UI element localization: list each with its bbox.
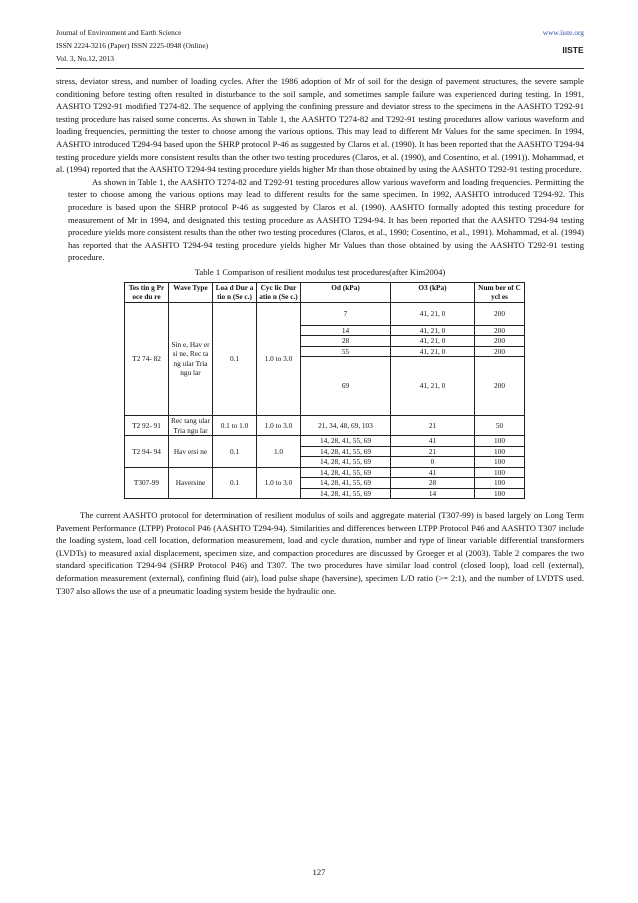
cell-o3: 41, 21, 0 [391, 325, 475, 336]
cell-o3: 21 [391, 446, 475, 457]
cell-cycles: 50 [475, 416, 525, 436]
paragraph-2-text: As shown in Table 1, the AASHTO T274-82 and T292-91 testing procedures allow various waveform and loading frequencies. Permitting the tester to choose among the various options may lead to different results for the same specimen. In 1992, AASHTO introduced T294-92. This procedure is based upon the SHRP protocol P-46 as suggested by Claros et al. (1990). AASHTO formally adopted this testing procedure for measurement of Mr in 1994, and designated this testing procedure as AASHTO T294-94. It has been reported that the AASHTO T294-94 testing procedure yields more consistent results than the other two testing procedures (Claros, et al., 1990; Cosentino, et al., 1991). Mohammad, et al. (1994) has reported that the AASHTO T294-94 testing procedure yields higher Mr Values than those obtained by using the AASHTO T292-91 testing procedure. [68, 176, 584, 263]
cell-load-duration: 0.1 [213, 436, 257, 468]
cell-procedure: T307-99 [125, 467, 169, 499]
cell-cycles: 200 [475, 357, 525, 416]
cell-od: 14, 28, 41, 55, 69 [301, 478, 391, 489]
cell-od: 14, 28, 41, 55, 69 [301, 457, 391, 468]
cell-cycles: 100 [475, 436, 525, 447]
header-testing-procedure: Tes tin g Pr oce du re [125, 282, 169, 302]
cell-procedure: T2 92- 91 [125, 416, 169, 436]
table-row [125, 302, 525, 325]
cell-o3: 41 [391, 436, 475, 447]
cell-cycles: 100 [475, 488, 525, 499]
header-deviator-stress: Od (kPa) [301, 282, 391, 302]
cell-procedure: T2 74- 82 [125, 302, 169, 416]
cell-cyclic-duration: 1.0 to 3.0 [257, 416, 301, 436]
cell-load-duration: 0.1 [213, 467, 257, 499]
header-confining-pressure: O3 (kPa) [391, 282, 475, 302]
cell-cyclic-duration: 1.0 [257, 436, 301, 468]
resilient-modulus-table [124, 282, 525, 500]
cell-cycles: 100 [475, 446, 525, 457]
cell-od: 14 [301, 325, 391, 336]
cell-o3: 14 [391, 488, 475, 499]
page-header [56, 26, 584, 65]
paragraph-3: The current AASHTO protocol for determination of resilient modulus of soils and aggregate material (T307-99) is based largely on Long Term Pavement Performance (LTPP) Protocol P46 (AASHTO T294-94). Similarities and differences between LTPP Protocol P46 and AASHTO T307 include the loading system, load cell location, deformation measurement, load and cycle duration, number and type of linear variable differential transformers (LVDTs) to measured axial displacement, specimen size, and compaction procedures are discussed by Groeger et al (2003). Table 2 compares the two standard specification T294-94 (SHRP Protocol P46) and T307. The two procedures have similar load control (closed loop), load cell (external), deformation measurement (external), confining fluid (air), load pulse shape (haversine), specimen L/D ratio (>= 2:1), and the number of LVDTS used. T307 also allows the use of a pneumatic loading system beside the hydraulic one. [56, 510, 584, 596]
cell-wave-type: Rec tang ular Tria ngu lar [169, 416, 213, 436]
header-number-of-cycles: Num ber of Cycl es [475, 282, 525, 302]
cell-od: 69 [301, 357, 391, 416]
cell-o3: 28 [391, 478, 475, 489]
iiste-logo [562, 42, 584, 56]
journal-volume: Vol. 3, No.12, 2013 [56, 54, 114, 63]
page-number: 127 [312, 867, 326, 877]
cell-od: 14, 28, 41, 55, 69 [301, 436, 391, 447]
cell-od: 14, 28, 41, 55, 69 [301, 488, 391, 499]
cell-o3: 41, 21, 0 [391, 357, 475, 416]
header-rule [56, 68, 584, 69]
table-row [125, 436, 525, 447]
cell-wave-type: Sin e, Hav ersi ne, Rec tang ular Tria ngu lar [169, 302, 213, 416]
cell-o3: 41 [391, 467, 475, 478]
cell-load-duration: 0.1 to 1.0 [213, 416, 257, 436]
cell-o3: 41, 21, 0 [391, 302, 475, 325]
cell-od: 14, 28, 41, 55, 69 [301, 446, 391, 457]
cell-wave-type: Haversine [169, 467, 213, 499]
cell-o3: 21 [391, 416, 475, 436]
cell-o3: 41, 21, 0 [391, 336, 475, 347]
header-cyclic-duration: Cyc lic Dur atio n (Se c.) [257, 282, 301, 302]
article-body [56, 75, 584, 597]
cell-load-duration: 0.1 [213, 302, 257, 416]
cell-od: 14, 28, 41, 55, 69 [301, 467, 391, 478]
paragraph-1: stress, deviator stress, and number of loading cycles. After the 1986 adoption of Mr of soil for the design of pavement structures, the severe sample conditioning before testing often resulted in disturbance to the soil sample, and sometimes sample failure was experienced during testing. In 1991, AASHTO T292-91 modified T274-82. The sequence of applying the confining pressure and deviator stress to the specimens in the AASHTO T292-91 testing procedure has raised some concerns. As shown in Table 1, the AASHTO T274-82 and T292-91 testing procedures allow various waveform and loading frequencies, permitting the tester to choose among the various options. This may lead to different Mr Values for the same specimen. In 1994, AASHTO introduced T294-94 based upon the SHRP protocol P-46 as suggested by Claros et al. (1990). It has been reported that the AASHTO T294-94 testing procedure yields more consistent results than the other two testing procedures (Claros, et al. (1990), and Cosentino, et al. (1991)). Mohammad, et al. (1994) reported that the AASHTO T294-94 testing procedure yields higher Mr than those obtained by using the AASHTO T292-91 testing procedure. [56, 76, 584, 175]
cell-o3: 41, 21, 0 [391, 346, 475, 357]
cell-cycles: 200 [475, 325, 525, 336]
iiste-logo-text: IISTE [562, 45, 584, 55]
journal-url-link[interactable]: www.iiste.org [542, 28, 584, 37]
table-header-row [125, 282, 525, 302]
journal-issn: ISSN 2224-3216 (Paper) ISSN 2225-0948 (Online) [56, 41, 209, 50]
cell-cycles: 200 [475, 302, 525, 325]
table-row [125, 467, 525, 478]
cell-cycles: 100 [475, 457, 525, 468]
cell-cycles: 200 [475, 346, 525, 357]
cell-cyclic-duration: 1.0 to 3.0 [257, 302, 301, 416]
cell-cycles: 200 [475, 336, 525, 347]
cell-od: 7 [301, 302, 391, 325]
journal-title: Journal of Environment and Earth Science [56, 28, 182, 37]
cell-od: 21, 34, 48, 69, 103 [301, 416, 391, 436]
cell-o3: 0 [391, 457, 475, 468]
cell-od: 28 [301, 336, 391, 347]
cell-cycles: 100 [475, 478, 525, 489]
cell-cycles: 100 [475, 467, 525, 478]
cell-procedure: T2 94- 94 [125, 436, 169, 468]
header-load-duration: Loa d Dur atio n (Se c.) [213, 282, 257, 302]
header-wave-type: Wave Type [169, 282, 213, 302]
cell-wave-type: Hav ersi ne [169, 436, 213, 468]
cell-od: 55 [301, 346, 391, 357]
table-row [125, 416, 525, 436]
cell-cyclic-duration: 1.0 to 3.0 [257, 467, 301, 499]
paragraph-2 [68, 176, 584, 264]
table-caption: Table 1 Comparison of resilient modulus test procedures(after Kim2004) [194, 266, 446, 277]
